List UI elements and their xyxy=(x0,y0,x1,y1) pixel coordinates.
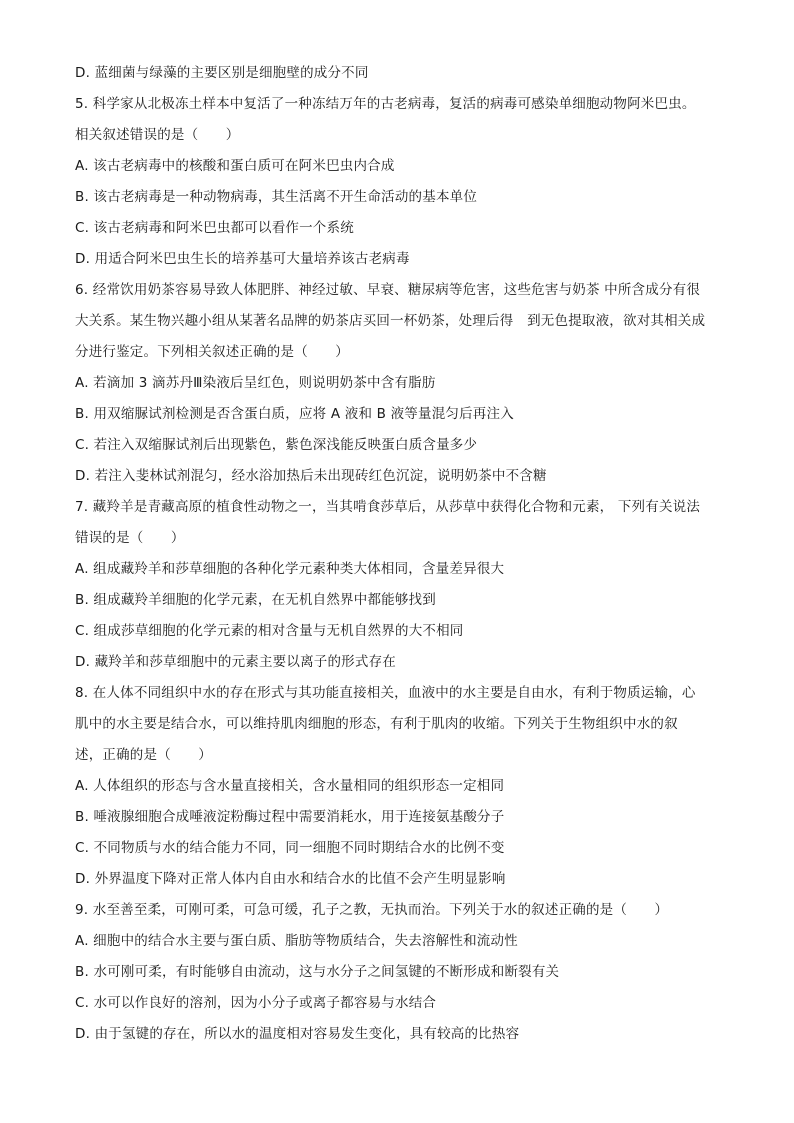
question-stem-line: 8. 在人体不同组织中水的存在形式与其功能直接相关，血液中的水主要是自由水，有利于物质运输，心 xyxy=(75,685,696,701)
question-stem-line: 5. 科学家从北极冻土样本中复活了一种冻结万年的古老病毒，复活的病毒可感染单细胞动物阿米巴虫。 xyxy=(75,96,696,112)
question-stem-line: 错误的是（ ） xyxy=(75,530,185,546)
answer-option-line: B. 唾液腺细胞合成唾液淀粉酶过程中需要消耗水，用于连接氨基酸分子 xyxy=(75,809,505,825)
answer-option-line: D. 若注入斐林试剂混匀，经水浴加热后未出现砖红色沉淀，说明奶茶中不含糖 xyxy=(75,468,547,484)
answer-option-line: B. 水可刚可柔，有时能够自由流动，这与水分子之间氢键的不断形成和断裂有关 xyxy=(75,964,560,980)
answer-option-line: A. 细胞中的结合水主要与蛋白质、脂肪等物质结合，失去溶解性和流动性 xyxy=(75,933,518,949)
question-stem-line: 肌中的水主要是结合水，可以维持肌肉细胞的形态，有利于肌肉的收缩。下列关于生物组织中水的叙 xyxy=(75,716,678,732)
answer-option-line: A. 若滴加 3 滴苏丹Ⅲ染液后呈红色，则说明奶茶中含有脂肪 xyxy=(75,375,436,391)
answer-option-line: B. 组成藏羚羊细胞的化学元素，在无机自然界中都能够找到 xyxy=(75,592,436,608)
answer-option-line: C. 水可以作良好的溶剂，因为小分子或离子都容易与水结合 xyxy=(75,995,437,1011)
answer-option-line: C. 该古老病毒和阿米巴虫都可以看作一个系统 xyxy=(75,220,354,236)
question-stem-line: 述，正确的是（ ） xyxy=(75,747,212,763)
answer-option-line: D. 藏羚羊和莎草细胞中的元素主要以离子的形式存在 xyxy=(75,654,396,670)
answer-option-line: D. 外界温度下降对正常人体内自由水和结合水的比值不会产生明显影响 xyxy=(75,871,506,887)
answer-option-line: B. 用双缩脲试剂检测是否含蛋白质，应将 A 液和 B 液等量混匀后再注入 xyxy=(75,406,514,422)
answer-option-line: A. 该古老病毒中的核酸和蛋白质可在阿米巴虫内合成 xyxy=(75,158,395,174)
answer-option-line: C. 若注入双缩脲试剂后出现紫色，紫色深浅能反映蛋白质含量多少 xyxy=(75,437,478,453)
answer-option-line: C. 不同物质与水的结合能力不同，同一细胞不同时期结合水的比例不变 xyxy=(75,840,505,856)
question-stem-line: 7. 藏羚羊是青藏高原的植食性动物之一，当其啃食莎草后，从莎草中获得化合物和元素， 下列有关说法 xyxy=(75,499,701,515)
question-stem-line: 9. 水至善至柔，可刚可柔，可急可缓，孔子之教，无执而治。下列关于水的叙述正确的是（ ） xyxy=(75,902,669,918)
answer-option-line: D. 用适合阿米巴虫生长的培养基可大量培养该古老病毒 xyxy=(75,251,410,267)
answer-option-line: B. 该古老病毒是一种动物病毒，其生活离不开生命活动的基本单位 xyxy=(75,189,478,205)
answer-option-line: C. 组成莎草细胞的化学元素的相对含量与无机自然界的大不相同 xyxy=(75,623,464,639)
question-stem-line: 分进行鉴定。下列相关叙述正确的是（ ） xyxy=(75,344,349,360)
answer-option-line: A. 人体组织的形态与含水量直接相关，含水量相同的组织形态一定相同 xyxy=(75,778,505,794)
answer-option-line: D. 由于氢键的存在，所以水的温度相对容易发生变化，具有较高的比热容 xyxy=(75,1026,520,1042)
question-stem-line: 相关叙述错误的是（ ） xyxy=(75,127,240,143)
answer-option-line: A. 组成藏羚羊和莎草细胞的各种化学元素种类大体相同，含量差异很大 xyxy=(75,561,505,577)
question-list xyxy=(75,58,725,1050)
question-stem-line: 大关系。某生物兴趣小组从某著名品牌的奶茶店买回一杯奶茶，处理后得 到无色提取液，欲对其相关成 xyxy=(75,313,706,329)
answer-option-line: D. 蓝细菌与绿藻的主要区别是细胞壁的成分不同 xyxy=(75,65,369,81)
question-stem-line: 6. 经常饮用奶茶容易导致人体肥胖、神经过敏、早衰、糖尿病等危害，这些危害与奶茶 中所含成分有很 xyxy=(75,282,701,298)
